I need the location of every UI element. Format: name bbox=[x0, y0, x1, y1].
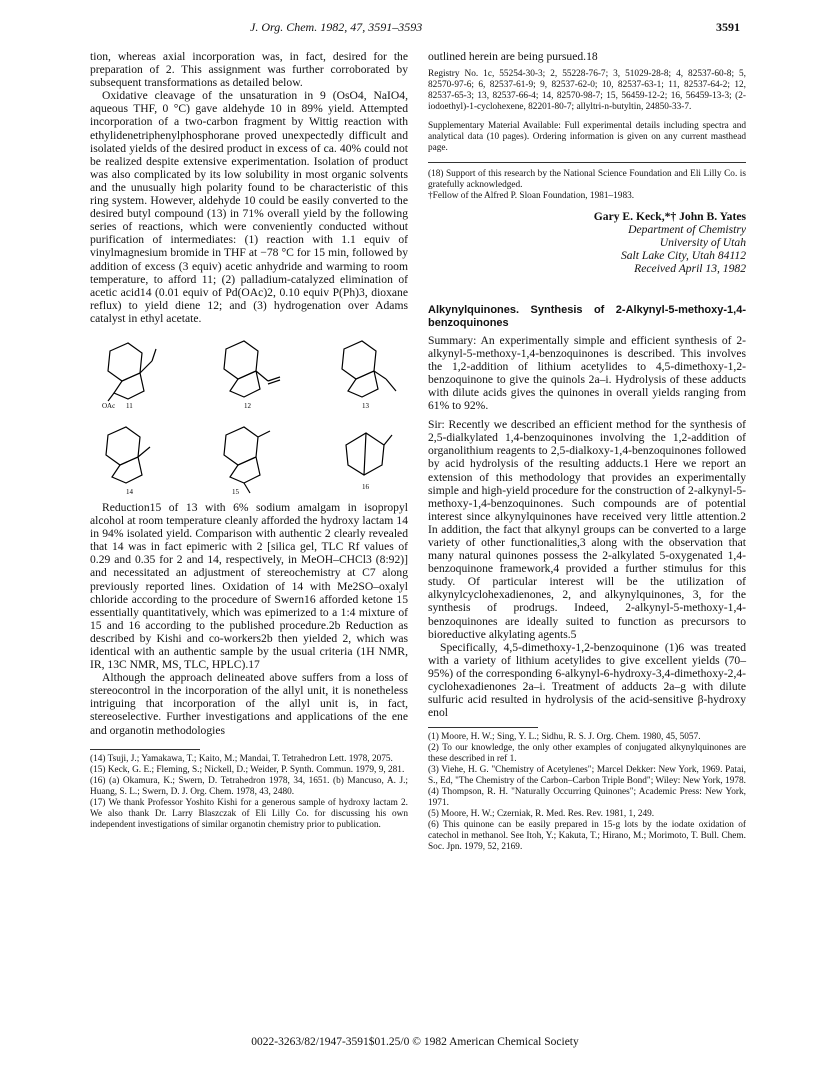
structure-11 bbox=[90, 331, 170, 411]
author-rule bbox=[428, 162, 746, 163]
left-paragraph-1: tion, whereas axial incorporation was, in fact, desired for the preparation of 2. This assignment was further corroborated by subsequent transformations as detailed below. bbox=[90, 50, 408, 90]
structure-14 bbox=[90, 417, 170, 497]
registry-numbers: Registry No. 1c, 55254-30-3; 2, 55228-76-7; 3, 51029-28-8; 4, 82537-60-8; 5, 82570-97-6; 6, 82537-61-9; 9, 82537-62-0; 10, 82537-63-1; 11, 82537-64-2; 12, 82537-65-3; 13, 82537-66-4; 14, 82570-98-7; 15, 56459-12-2; 16, 56459-13-3; (2-iodoethyl)-1-cyclohexene, 82201-80-7; allyltri-n-butyltin, 24850-33-7. bbox=[428, 69, 746, 113]
structure-16 bbox=[326, 417, 406, 497]
supplementary-material: Supplementary Material Available: Full experimental details including spectra and analytical data (10 pages). Ordering information is given on any current masthead page. bbox=[428, 121, 746, 154]
left-paragraph-3: Reduction15 of 13 with 6% sodium amalgam in isopropyl alcohol at room temperature cleanly afforded the hydroxy lactam 14 in 94% isolated yield. Comparison with authentic 2 clearly revealed that 14 was in fact epimeric with 2 [silica gel, TLC Rf values of 0.29 and 0.35 for 2 and 14, respectively, in MeOH–CHCl3 (8:92)] and necessitated an adjustment of stereochemistry at C7 along previously reported lines. Oxidation of 14 with Me2SO–oxalyl chloride according to the procedure of Swern16 afforded ketone 15 essentially quantitatively, which was epimerized to a 1:4 mixture of 15 and 16 according to the published procedure.2b Reduction as described by Kishi and co-workers2b then yielded 2, which was identical with an authentic sample by the usual criteria (1H NMR, IR, 13C NMR, MS, TLC, HPLC).17 bbox=[90, 500, 408, 672]
article-title: Alkynylquinones. Synthesis of 2-Alkynyl-5-methoxy-1,4-benzoquinones bbox=[428, 303, 746, 329]
structure-label-15: 15 bbox=[232, 487, 239, 496]
right-paragraph-1: outlined herein are being pursued.18 bbox=[428, 50, 598, 63]
right-column bbox=[428, 50, 746, 853]
ref-4: (4) Thompson, R. H. "Naturally Occurring Quinones"; Academic Press: New York, 1971. bbox=[428, 787, 746, 809]
footnote-16: (16) (a) Okamura, K.; Swern, D. Tetrahedron 1978, 34, 1651. (b) Mancuso, A. J.; Huang, S. L.; Swern, D. J. Org. Chem. 1978, 43, 2480. bbox=[90, 775, 408, 797]
journal-citation: J. Org. Chem. 1982, 47, 3591–3593 bbox=[250, 20, 423, 34]
left-paragraph-4: Although the approach delineated above suffers from a loss of stereocontrol in the incorporation of the allyl unit, it is nonetheless intriguing that incorporation of the allyl unit is, in fact, stereoselective. Further investigations and applications of the ene and organotin methodologies bbox=[90, 671, 408, 737]
structure-label-13: 13 bbox=[362, 401, 369, 410]
left-column bbox=[90, 50, 408, 831]
structures-row-1 bbox=[90, 331, 408, 411]
ref-6: (6) This quinone can be easily prepared in 15-g lots by the iodate oxidation of catechol in methanol. See Itoh, Y.; Kakuta, T.; Hirano, M.; Morimoto, T. Bull. Chem. Soc. Jpn. 1979, 52, 2169. bbox=[428, 820, 746, 853]
received-date: Received April 13, 1982 bbox=[634, 262, 746, 276]
footnote-15: (15) Keck, G. E.; Fleming, S.; Nickell, D.; Weider, P. Synth. Commun. 1979, 9, 281. bbox=[90, 764, 405, 775]
authors: Gary E. Keck,*† John B. Yates bbox=[593, 210, 746, 224]
refs-rule bbox=[428, 727, 538, 728]
ref-5: (5) Moore, H. W.; Czerniak, R. Med. Res. Rev. 1981, 1, 249. bbox=[428, 809, 655, 820]
summary: Summary: An experimentally simple and efficient synthesis of 2-alkynyl-5-methoxy-1,4-benzoquinones is described. This involves the 1,2-addition of lithium acetylides to 4,5-dimethoxy-1,2-benzoquinone to give the quinols 2a–i. Hydrolysis of these adducts with dilute acids gives the quinones in overall yields ranging from 61% to 92%. bbox=[428, 333, 746, 413]
structure-label-16: 16 bbox=[362, 482, 369, 491]
page-header bbox=[90, 20, 740, 36]
structure-label-14: 14 bbox=[126, 487, 133, 496]
footnote-18: (18) Support of this research by the National Science Foundation and Eli Lilly Co. is gratefully acknowledged. bbox=[428, 169, 746, 191]
structure-15 bbox=[208, 417, 288, 497]
affiliation-dept: Department of Chemistry bbox=[628, 223, 746, 237]
ref-3: (3) Viehe, H. G. "Chemistry of Acetylenes"; Marcel Dekker: New York, 1969. Patai, S., Ed, "The Chemistry of the Carbon–Carbon Triple Bond"; Wiley: New York, 1978. bbox=[428, 765, 746, 787]
left-paragraph-2: Oxidative cleavage of the unsaturation in 9 (OsO4, NaIO4, aqueous THF, 0 °C) gave aldehyde 10 in 89% yield. Attempted incorporation of a two-carbon fragment by Wittig reaction with ethylidenetriphenylphosphorane proved unexpectedly difficult and isolated yields of the desired product in excess of ca. 40% could not be realized despite extensive experimentation. Isolation of product was also complicated by its low solubility in most organic solvents and the unusually high polarity found to be characteristic of this ring system. However, aldehyde 10 could be easily converted to the desired butyl compound (13) in 71% overall yield by the following series of reactions, which were conveniently conducted without purification of intermediates: (1) reaction with 1.1 equiv of vinylmagnesium bromide in THF at −78 °C for 15 min, followed by addition of excess (3 equiv) acetic anhydride and warming to room temperature, to afford 11; (2) palladium-catalyzed elimination of acetic acid14 (0.01 equiv of Pd(OAc)2, 0.10 equiv P(Ph)3, dioxane reflux) to yield diene 12; and (3) hydrogenation over Adams catalyst in ethyl acetate. bbox=[90, 89, 408, 325]
structure-label-12: 12 bbox=[244, 401, 251, 410]
footnote-dagger: †Fellow of the Alfred P. Sloan Foundation, 1981–1983. bbox=[428, 191, 635, 202]
structures-row-2 bbox=[90, 417, 408, 497]
ref-1: (1) Moore, H. W.; Sing, Y. L.; Sidhu, R. S. J. Org. Chem. 1980, 45, 5057. bbox=[428, 732, 701, 743]
affiliation-univ: University of Utah bbox=[659, 236, 746, 250]
affiliation-city: Salt Lake City, Utah 84112 bbox=[620, 249, 746, 263]
page-number: 3591 bbox=[716, 20, 740, 34]
structure-label-11: 11 bbox=[126, 401, 133, 410]
footnote-17: (17) We thank Professor Yoshito Kishi for a generous sample of hydroxy lactam 2. We also thank Dr. Larry Blaszczak of Eli Lilly Co. for discussing his own independent investigations of similar organotin chemistry prior to publication. bbox=[90, 797, 408, 830]
footnote-rule bbox=[90, 749, 200, 750]
sir-paragraph: Sir: Recently we described an efficient method for the synthesis of 2,5-dialkylated 1,4-benzoquinones involving the 1,2-addition of organolithium reagents to 2,5-dialkoxy-1,4-benzoquinones followed by acid hydrolysis of the resulting adducts.1 Here we report an extension of this methodology that provides an experimentally simple and high-yield procedure for the construction of 2-alkynyl-5-methoxy-1,4-benzoquinones. Such compounds are of potential interest since alkynylquinones have received very little attention.2 In addition, the fact that alkynyl groups can be converted to a large variety of other functionalities,3 along with the observation that many natural quinones possess the 2-alkylated 5-oxygenated 1,4-benzoquinone framework,4 provided a further stimulus for this study. Of particular interest will be the utilization of alkynylcyclohexadienones, 2, and alkynylquinones, 3, for the synthesis of prodrugs. Indeed, 2-alkynyl-5-methoxy-1,4-benzoquinones are ideally suited to function as precursors to bioreductive alkylating agents.5 bbox=[428, 418, 746, 641]
oac-label: OAc bbox=[102, 401, 116, 410]
footnote-14: (14) Tsuji, J.; Yamakawa, T.; Kaito, M.; Mandai, T. Tetrahedron Lett. 1978, 2075. bbox=[90, 753, 393, 764]
specifically-paragraph: Specifically, 4,5-dimethoxy-1,2-benzoquinone (1)6 was treated with a variety of lithium acetylides to give excellent yields (70–95%) of the corresponding 6-alkynyl-6-hydroxy-3,4-dimethoxy-2,4-cyclohexadienones 2a–i. Treatment of adducts 2a–g with dilute sulfuric acid resulted in hydrolysis of the acid-sensitive β-hydroxy enol bbox=[428, 640, 746, 720]
structure-12 bbox=[208, 331, 288, 411]
ref-2: (2) To our knowledge, the only other examples of conjugated alkynylquinones are these described in ref 1. bbox=[428, 743, 746, 765]
page-footer: 0022-3263/82/1947-3591$01.25/0 © 1982 American Chemical Society bbox=[251, 1036, 579, 1048]
structure-13 bbox=[326, 331, 406, 411]
